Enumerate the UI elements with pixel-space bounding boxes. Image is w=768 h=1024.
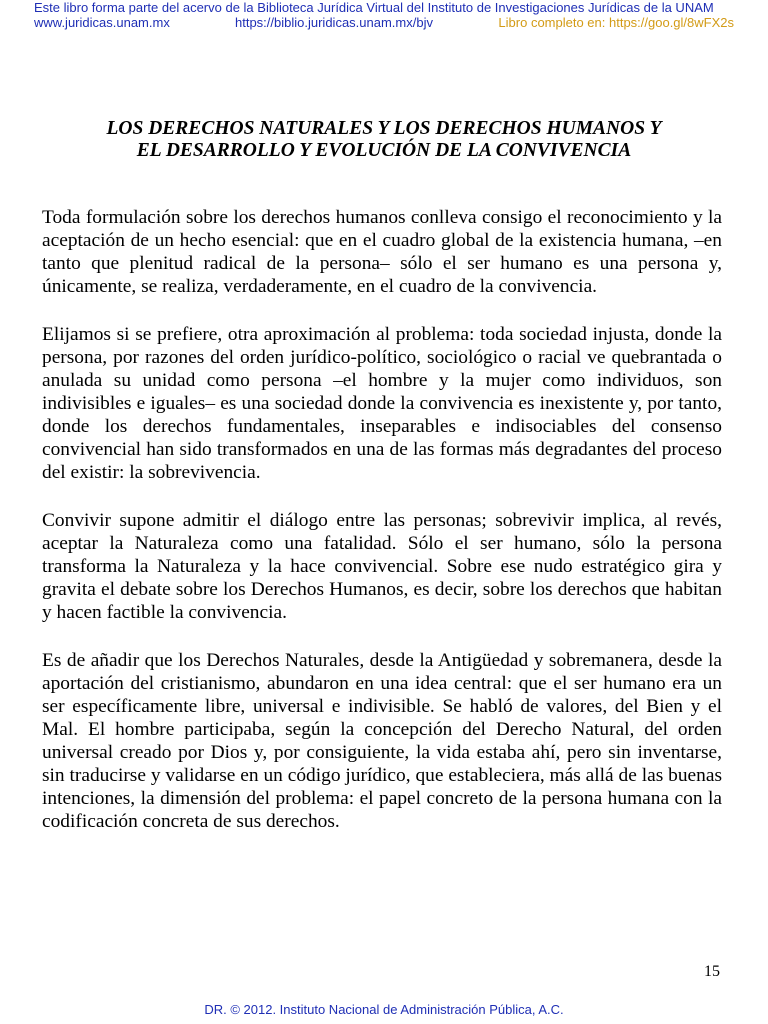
chapter-title	[40, 118, 728, 162]
chapter-title-line-2: EL DESARROLLO Y EVOLUCIÓN DE LA CONVIVENCIA	[136, 140, 632, 161]
biblio-bjv-link[interactable]: https://biblio.juridicas.unam.mx/bjv	[235, 15, 433, 30]
juridicas-link[interactable]: www.juridicas.unam.mx	[34, 15, 170, 30]
copyright-notice: DR. © 2012. Instituto Nacional de Administración Pública, A.C.	[204, 1002, 564, 1017]
header-links-row	[34, 15, 734, 30]
chapter-title-line-1: LOS DERECHOS NATURALES Y LOS DERECHOS HUMANOS Y	[106, 118, 662, 139]
paragraph-1: Toda formulación sobre los derechos humanos conlleva consigo el reconocimiento y la aceptación de un hecho esencial: que en el cuadro global de la existencia humana, –en tanto que plenitud radical de la persona– sólo el ser humano es una persona y, únicamente, se realiza, verdaderamente, en el cuadro de la convivencia.	[42, 207, 722, 297]
full-book-link[interactable]: Libro completo en: https://goo.gl/8wFX2s	[498, 15, 734, 30]
paragraph-2: Elijamos si se prefiere, otra aproximación al problema: toda sociedad injusta, donde la persona, por razones del orden jurídico-político, sociológico o racial ve quebrantada o anulada su unidad como persona –el hombre y la mujer como individuos, son indivisibles e iguales– es una sociedad donde la convivencia es inexistente y, por tanto, donde los derechos fundamentales, inseparables e indisociables del consenso convivencial han sido transformados en una de las formas más degradantes del proceso del existir: la sobrevivencia.	[42, 324, 722, 483]
paragraph-4: Es de añadir que los Derechos Naturales, desde la Antigüedad y sobremanera, desde la aportación del cristianismo, abundaron en una idea central: que el ser humano era un ser específicamente libre, universal e indivisible. Se habló de valores, del Bien y el Mal. El hombre participaba, según la concepción del Derecho Natural, del orden universal creado por Dios y, por consiguiente, la vida estaba ahí, pero sin inventarse, sin traducirse y validarse en un código jurídico, que estableciera, más allá de las buenas intenciones, la dimensión del problema: el papel concreto de la persona humana con la codificación concreta de sus derechos.	[42, 650, 722, 832]
body-text	[42, 206, 722, 858]
paragraph-3: Convivir supone admitir el diálogo entre las personas; sobrevivir implica, al revés, aceptar la Naturaleza como una fatalidad. Sólo el ser humano, sólo la persona transforma la Naturaleza y la hace convivencial. Sobre ese nudo estratégico gira y gravita el debate sobre los Derechos Humanos, es decir, sobre los derechos que habitan y hacen factible la convivencia.	[42, 510, 722, 623]
page-number: 15	[704, 963, 720, 980]
repository-notice: Este libro forma parte del acervo de la Biblioteca Jurídica Virtual del Instituto de Investigaciones Jurídicas de la UNAM	[34, 0, 714, 15]
